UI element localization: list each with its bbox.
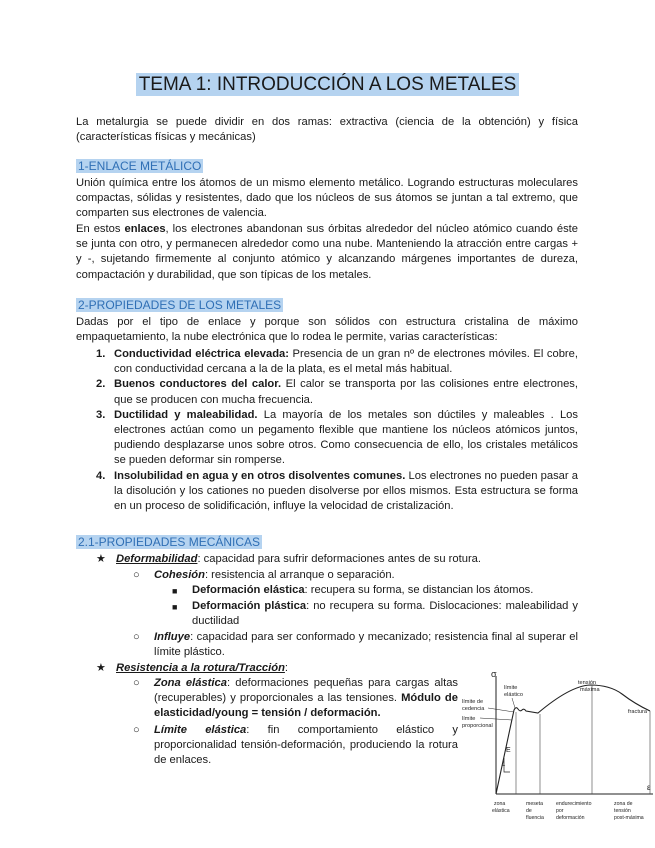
section-heading-mecanicas: 2.1-PROPIEDADES MECÁNICAS xyxy=(78,535,261,549)
stress-strain-curve xyxy=(496,685,650,794)
sigma-label: σ xyxy=(491,669,497,679)
enlace-paragraph-1: Unión química entre los átomos de un mismo elemento metálico. Logrando estructuras moleculares compactas, sólidas y resistentes, dado que los núcleos de sus átomos se juntan a tal extremo, que comparten sus electrones de valencia. xyxy=(76,177,578,220)
list-item: 2. Buenos conductores del calor. El calor se transporta por las colisiones entre electrones, que se producen con mucha frecuencia. xyxy=(96,378,578,406)
endurecimiento-label: endurecimiento por deformación xyxy=(556,801,592,821)
tension-maxima-label: tensión máxima xyxy=(578,680,600,693)
fractura-label: fractura xyxy=(628,709,647,715)
list-item: 4. Insolubilidad en agua y en otros disolventes comunes. Los electrones no pueden pasar a la disolución y los cationes no pueden disolverse por ellos mismos. Esta estructura se forma en un proceso de solidificación, influye la velocidad de cristalización. xyxy=(96,469,578,513)
list-item: 1. Conductividad eléctrica elevada: Presencia de un gran nº de electrones móviles. El cobre, con conductividad cercana a la de la plata, es el metal más habitual. xyxy=(96,348,578,376)
slope-one-label: 1 xyxy=(502,762,506,768)
square-bullet: ■ xyxy=(172,586,178,596)
propiedades-list xyxy=(76,347,578,514)
zona-elastica-label: zona elástica xyxy=(492,801,510,814)
deformacion-elastica-item: Deformación elástica: recupera su forma, se distancian los átomos. xyxy=(192,584,534,596)
section-heading-propiedades: 2-PROPIEDADES DE LOS METALES xyxy=(78,298,282,312)
circle-bullet: ○ xyxy=(133,677,140,689)
modulus-label: E xyxy=(506,747,511,754)
limite-elastico-label: límite elástico xyxy=(504,685,523,698)
circle-bullet: ○ xyxy=(133,631,140,643)
circle-bullet: ○ xyxy=(133,569,140,581)
stress-strain-diagram xyxy=(460,668,655,848)
resistencia-item: Resistencia a la rotura/Tracción: xyxy=(116,662,289,674)
influye-item: Influye: capacidad para ser conformado y mecanizado; resistencia final al superar el límite plástico. xyxy=(154,631,578,659)
circle-bullet: ○ xyxy=(133,724,140,736)
limite-cedencia-label: límite de cedencia límite proporcional xyxy=(462,699,493,729)
meseta-label: meseta de fluencia xyxy=(526,801,544,821)
propiedades-paragraph: Dadas por el tipo de enlace y porque son sólidos con estructura cristalina de máximo empaquetamiento, la nube electrónica que lo rodea le permite, varias características: xyxy=(76,316,578,344)
section-heading-enlace: 1-ENLACE METÁLICO xyxy=(78,159,202,173)
cedencia-pointer xyxy=(488,708,514,712)
deformacion-plastica-item: Deformación plástica: no recupera su forma. Dislocaciones: maleabilidad y ductilidad xyxy=(192,600,578,628)
intro-paragraph: La metalurgia se puede dividir en dos ramas: extractiva (ciencia de la obtención) y física (características físicas y mecánicas) xyxy=(76,116,578,144)
limite-elastico-pointer xyxy=(512,698,515,708)
star-bullet: ★ xyxy=(96,553,106,565)
cohesion-item: Cohesión: resistencia al arranque o separación. xyxy=(154,569,395,581)
zona-tension-label: zona de tensión post-máxima xyxy=(614,801,644,821)
page-title: TEMA 1: INTRODUCCIÓN A LOS METALES xyxy=(0,74,655,96)
square-bullet: ■ xyxy=(172,602,178,612)
star-bullet: ★ xyxy=(96,662,106,674)
enlace-paragraph-2: En estos enlaces, los electrones abandonan sus órbitas alrededor del núcleo atómico cuando éste se junta con otro, y permanecen alrededor como una nube. Manteniendo la atracción entre cargas + y -, sujetando firmemente al conjunto atómico y alcanzando márgenes importantes de dureza, compactación y durabilidad, que son típicas de los metales. xyxy=(76,223,579,281)
list-item: 3. Ductilidad y maleabilidad. La mayoría de los metales son dúctiles y maleables . Los electrones actúan como un pegamento flexible que mantiene los núcleos atómicos juntos, pudiendo desplazarse unos sobre otros. Como consecuencia de ello, los cristales metálicos se pueden deformar sin romperse. xyxy=(96,408,578,467)
zona-elastica-item: Zona elástica: deformaciones pequeñas para cargas altas (recuperables) y proporcionales a las tensiones. Módulo de elasticidad/young = tensión / deformación. xyxy=(154,677,459,720)
limite-elastica-item: Límite elástica: fin comportamiento elástico y proporcionalidad tensión-deformación, produciendo la rotura de enlaces. xyxy=(154,724,458,767)
deformabilidad-item: Deformabilidad: capacidad para sufrir deformaciones antes de su rotura. xyxy=(116,553,482,565)
epsilon-label: ε xyxy=(647,783,651,792)
